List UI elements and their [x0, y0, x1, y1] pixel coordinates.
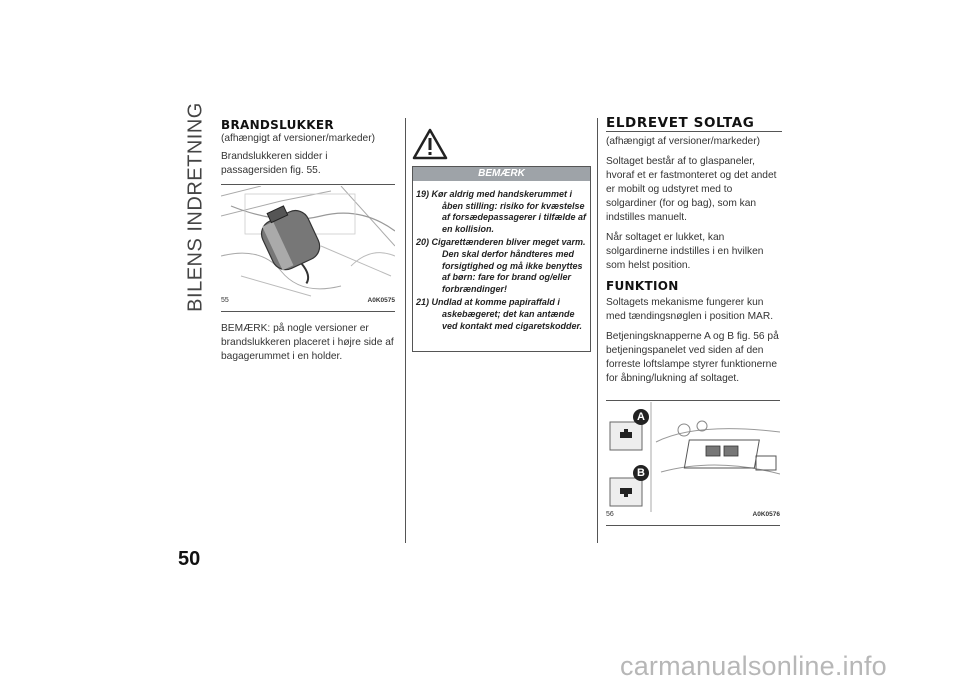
- paragraph: BEMÆRK: på nogle versioner er brandslukkeren placeret i højre side af bagagerummet i en holder.: [221, 323, 394, 362]
- section-heading-brandslukker: BRANDSLUKKER: [221, 118, 334, 132]
- availability-note: (afhængigt af versioner/markeder): [606, 136, 761, 147]
- figure-code: A0K0576: [752, 511, 780, 518]
- figure-56: [606, 400, 780, 526]
- figure-number: 56: [606, 511, 614, 518]
- note-list: [413, 181, 590, 332]
- note-title: BEMÆRK: [413, 167, 590, 181]
- section-heading-eldrevet-soltag: ELDREVET SOLTAG: [606, 116, 782, 132]
- warning-note-box: [412, 166, 591, 352]
- figure-55: [221, 184, 395, 312]
- section-heading-funktion: FUNKTION: [606, 279, 679, 293]
- column-divider-left: [405, 118, 406, 543]
- paragraph: Betjeningsknapperne A og B fig. 56 på betjeningspanelet ved siden af den forreste loftslampe styrer funktionerne for åbning/lukning af soltaget.: [606, 331, 779, 384]
- paragraph: Brandslukkeren sidder i passagersiden fig. 55.: [221, 151, 328, 176]
- paragraph: Soltagets mekanisme fungerer kun med tændingsnøglen i position MAR.: [606, 297, 774, 322]
- page-number: 50: [178, 548, 201, 570]
- watermark: carmanualsonline.info: [620, 651, 887, 681]
- label-a-marker: A: [633, 409, 649, 425]
- fire-extinguisher-illustration: [221, 186, 395, 298]
- figure-code: A0K0575: [367, 297, 395, 304]
- note-item: 19) Kør aldrig med handskerummet i åben stilling: risiko for kvæstelse af forsædepassagerer i tilfælde af en kollision.: [416, 189, 587, 234]
- column-divider-right: [597, 118, 598, 543]
- paragraph: Når soltaget er lukket, kan solgardinerne indstilles i en hvilken som helst position.: [606, 232, 764, 271]
- warning-triangle-icon: [412, 128, 448, 160]
- paragraph: Soltaget består af to glaspaneler, hvoraf et er fastmonteret og det andet er mobilt og udstyret med to solgardiner (for og bag), som kan indstilles manuelt.: [606, 156, 777, 223]
- availability-note: (afhængigt af versioner/markeder): [221, 133, 376, 144]
- chapter-side-title: BILENS INDRETNING: [184, 102, 207, 312]
- right-column: [606, 116, 782, 526]
- figure-number: 55: [221, 297, 229, 304]
- note-item: 21) Undlad at komme papiraffald i askebægeret; det kan antænde ved kontakt med cigaretskodder.: [416, 297, 583, 331]
- sunroof-control-illustration: [606, 402, 780, 512]
- label-b-marker: B: [633, 465, 649, 481]
- note-item: 20) Cigarettænderen bliver meget varm. Den skal derfor håndteres med forsigtighed og må ikke benyttes af børn: fare for brand og/eller forbrændinger!: [416, 237, 586, 294]
- left-column: [221, 118, 395, 370]
